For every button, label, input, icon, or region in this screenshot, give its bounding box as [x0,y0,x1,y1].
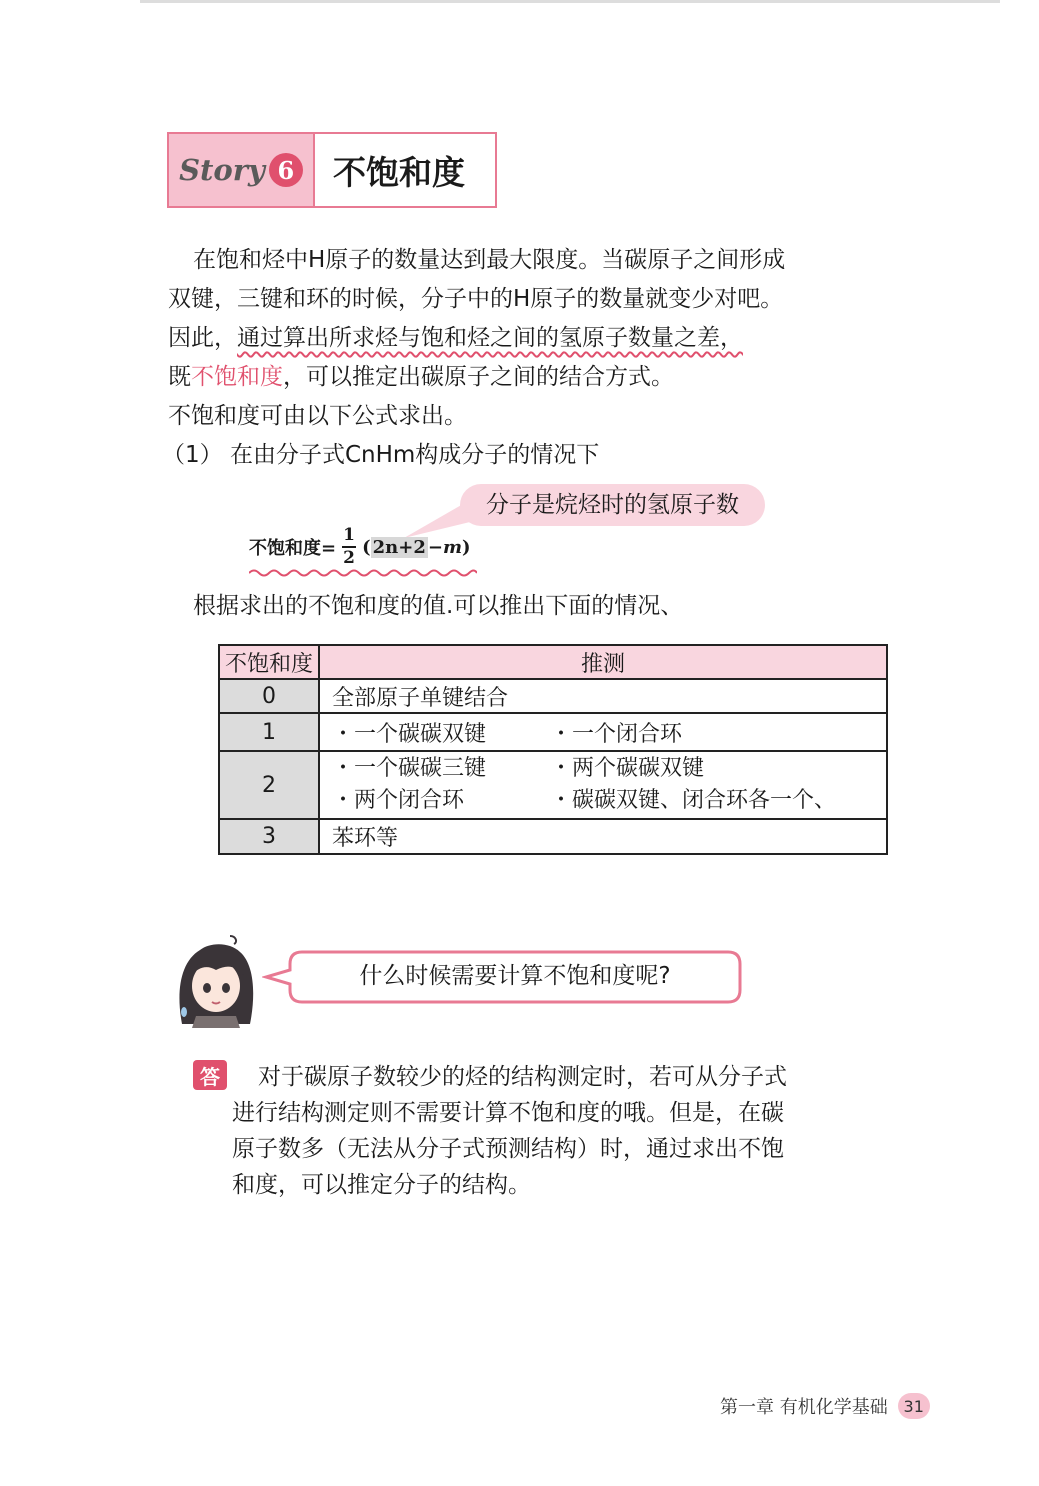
intro-line-4 [168,362,674,392]
inference-item: ・碳碳双键、闭合环各一个、 [550,788,837,813]
highlighted-term: 不饱和度 [191,364,283,390]
inference-cell: 全部原子单键结合 [319,679,887,713]
answer-line-2: 进行结构测定则不需要计算不饱和度的哦。但是，在碳 [232,1100,784,1126]
question-text: 什么时候需要计算不饱和度呢? [359,963,671,989]
inference-cell [319,751,887,819]
page-title: 不饱和度 [333,152,465,192]
formula-variable: m [442,536,462,558]
wavy-underlined-text: 通过算出所求烃与饱和烃之间的氢原子数量之差， [237,325,743,351]
table-header-row [219,645,887,679]
fraction-denominator: 2 [343,548,356,568]
answer-mark-icon: 答 [193,1060,227,1090]
inference-item: ・一个闭合环 [550,721,683,747]
intro-line-6: （1） 在由分子式CnHm构成分子的情况下 [162,442,600,468]
top-rule [140,0,1000,3]
intro-line-2: 双键，三键和环的时候，分子中的H原子的数量就变少对吧。 [168,286,784,312]
table-row [219,713,887,751]
formula-wavy-underline [249,568,477,578]
degree-cell: 3 [219,819,319,854]
callout-bubble: 分子是烷烃时的氢原子数 [460,484,765,526]
story-header [167,132,497,208]
answer-line-3: 原子数多（无法从分子式预测结构）时，通过求出不饱 [232,1136,784,1162]
fraction [342,526,356,568]
table-header-inference: 推测 [319,645,887,679]
table-row [219,751,887,819]
formula-close-paren: ) [461,536,471,558]
formula-minus: − [427,536,443,558]
intro-line-3 [168,323,743,353]
character-avatar-icon [170,932,260,1028]
intro-line-5: 不饱和度可由以下公式求出。 [168,403,467,429]
fraction-numerator: 1 [343,525,356,545]
answer-line-1: 对于碳原子数较少的烃的结构测定时，若可从分子式 [258,1064,787,1090]
table-row [219,819,887,854]
formula [249,522,471,572]
after-formula-text: 根据求出的不饱和度的值.可以推出下面的情况、 [193,593,684,619]
formula-open-paren: ( [362,536,371,558]
intro-line-1: 在饱和烃中H原子的数量达到最大限度。当碳原子之间形成 [193,247,786,273]
inference-item: ・两个闭合环 [332,788,465,813]
answer-line-4: 和度，可以推定分子的结构。 [232,1172,531,1198]
inference-item: ・一个碳碳三键 [332,756,487,781]
inference-item: ・一个碳碳双键 [332,721,487,747]
story-number-badge: 6 [269,153,303,187]
unsaturation-table [218,644,888,855]
formula-highlight: 2n+2 [372,536,426,558]
degree-cell: 0 [219,679,319,713]
page-footer [720,1393,930,1419]
intro-line-3-prefix: 因此， [168,325,237,351]
degree-cell: 2 [219,751,319,819]
intro-line-4-prefix: 既 [168,364,191,390]
intro-line-4-suffix: ，可以推定出碳原子之间的结合方式。 [283,364,674,390]
formula-label: 不饱和度= [249,538,337,559]
inference-cell: 苯环等 [319,819,887,854]
inference-item: ・两个碳碳双键 [550,756,705,781]
table-header-degree: 不饱和度 [219,645,319,679]
story-word: Story [179,153,265,187]
chapter-label: 第一章 有机化学基础 [720,1397,888,1418]
story-tag [169,134,315,206]
table-row [219,679,887,713]
page-number: 31 [898,1393,930,1419]
inference-cell [319,713,887,751]
degree-cell: 1 [219,713,319,751]
